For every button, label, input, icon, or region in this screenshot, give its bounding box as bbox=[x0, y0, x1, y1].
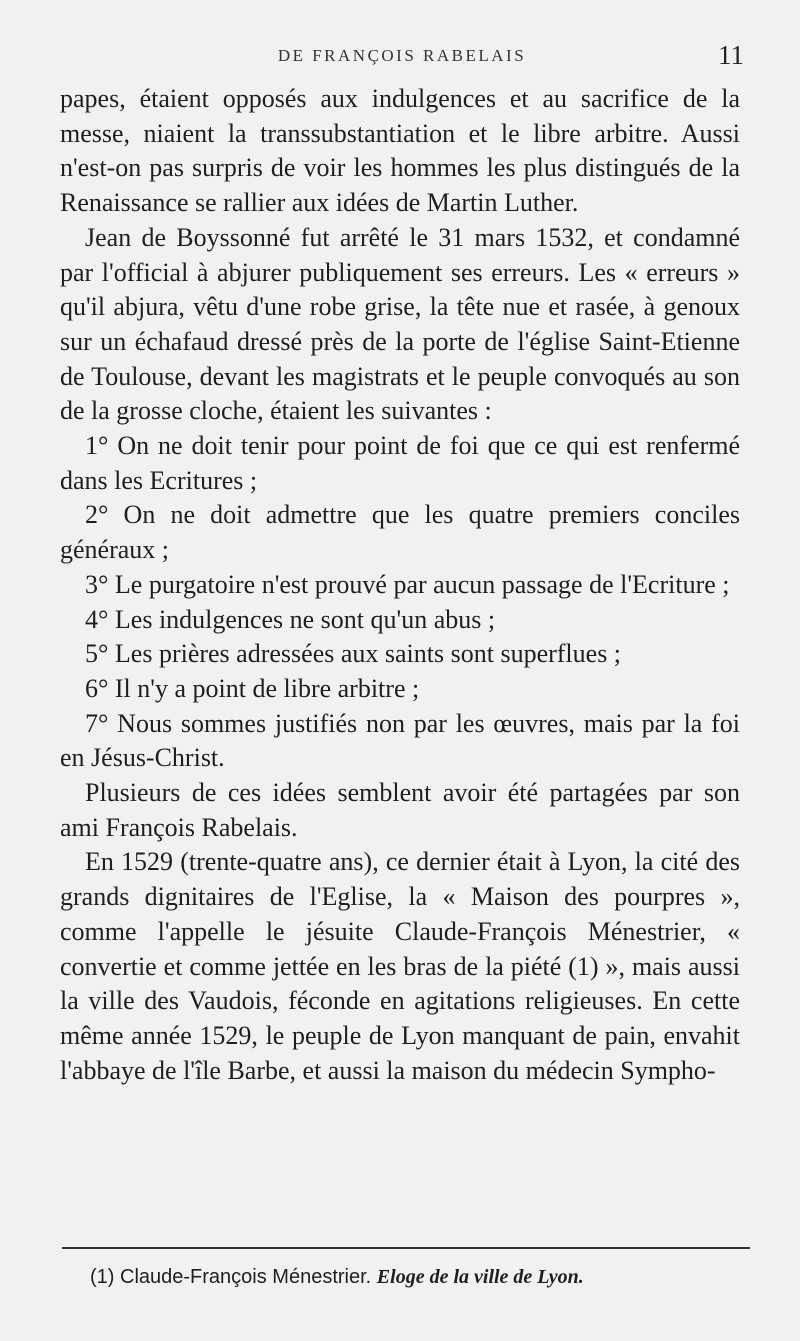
list-item: 7° Nous sommes justifiés non par les œuvres, mais par la foi en Jésus-Christ. bbox=[60, 708, 740, 773]
list-item: 2° On ne doit admettre que les quatre premiers conciles généraux ; bbox=[60, 500, 740, 565]
footnote-divider bbox=[62, 1247, 750, 1249]
paragraph: Plusieurs de ces idées semblent avoir été partagées par son ami François Rabelais. bbox=[60, 778, 740, 842]
running-title: DE FRANÇOIS RABELAIS bbox=[277, 46, 527, 65]
list-item: 6° Il n'y a point de libre arbitre ; bbox=[85, 673, 420, 703]
list-item: 5° Les prières adressées aux saints sont superflues ; bbox=[85, 639, 622, 669]
list-item: 3° Le purgatoire n'est prouvé par aucun passage de l'Ecriture ; bbox=[85, 569, 730, 599]
body-text bbox=[60, 82, 740, 1088]
page-header bbox=[60, 40, 744, 74]
paragraph: En 1529 (trente-quatre ans), ce dernier était à Lyon, la cité des grands dignitaires de l'Eglise, la « Maison des pourpres », comme l'appelle le jésuite Claude-François Ménestrier, « convertie et comme jettée en les bras de la piété (1) », mais aussi la ville des Vaudois, féconde en agitations religieuses. En cette même année 1529, le peuple de Lyon manquant de pain, envahit l'abbaye de l'île Barbe, et aussi la maison du médecin Sympho- bbox=[60, 847, 740, 1085]
footnote-author: Claude-François Ménestrier. bbox=[120, 1266, 372, 1288]
paragraph: papes, étaient opposés aux indulgences et au sacrifice de la messe, niaient la transsubstantiation et le libre arbitre. Aussi n'est-on pas surpris de voir les hommes les plus distingués de la Renaissance se rallier aux idées de Martin Luther. bbox=[60, 84, 740, 218]
list-item: 1° On ne doit tenir pour point de foi que ce qui est renfermé dans les Ecritures ; bbox=[60, 431, 740, 495]
footnote-marker: (1) bbox=[90, 1266, 115, 1288]
footnote-title: Eloge de la ville de Lyon. bbox=[376, 1266, 584, 1288]
page-number: 11 bbox=[718, 40, 744, 70]
paragraph: Jean de Boyssonné fut arrêté le 31 mars 1532, et condamné par l'official à abjurer publiquement ses erreurs. Les « erreurs » qu'il abjura, vêtu d'une robe grise, la tête nue et rasée, à genoux sur un échafaud dressé près de la porte de l'église Saint-Etienne de Toulouse, devant les magistrats et le peuple convoqués au son de la grosse cloche, étaient les suivantes : bbox=[60, 222, 740, 426]
list-item: 4° Les indulgences ne sont qu'un abus ; bbox=[85, 604, 496, 634]
footnote bbox=[90, 1266, 750, 1289]
